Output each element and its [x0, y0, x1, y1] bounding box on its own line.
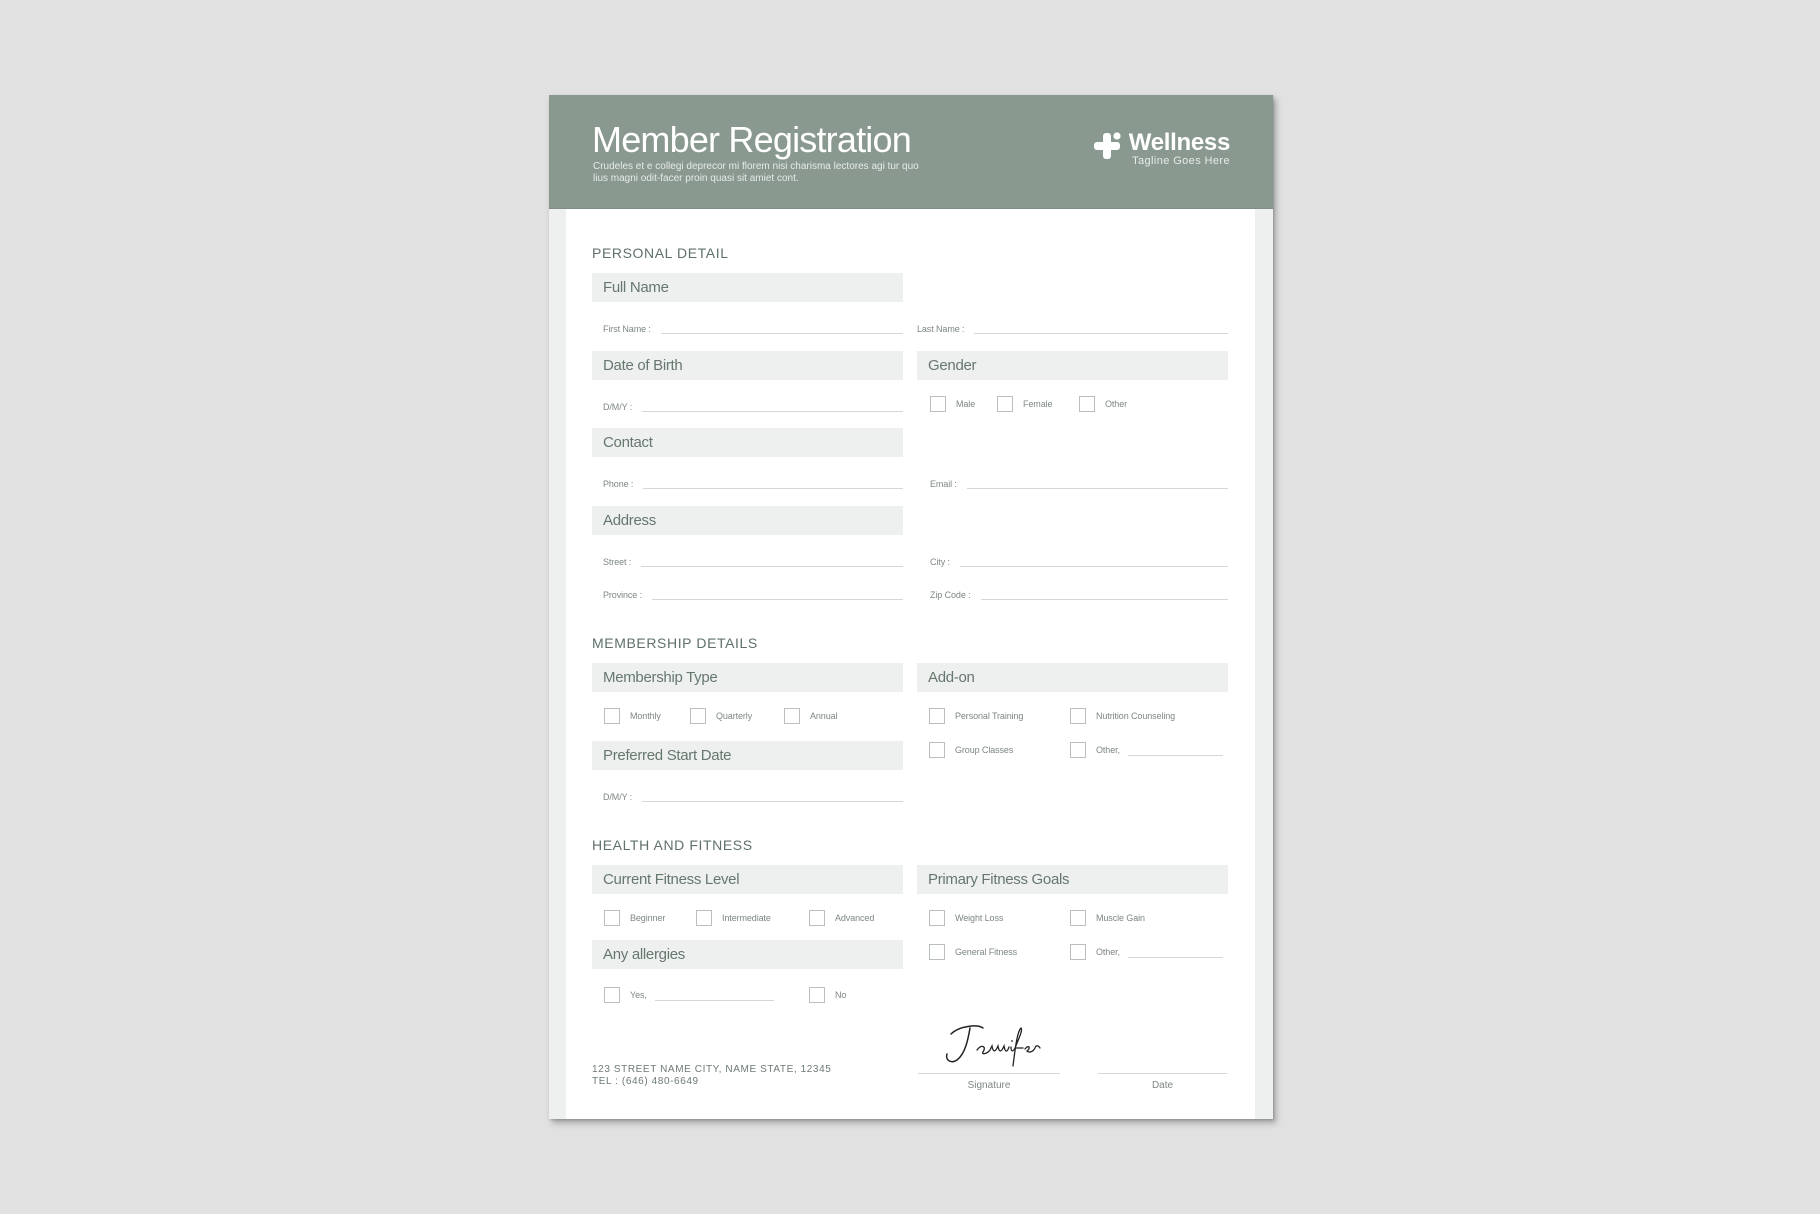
addon-group-classes-checkbox[interactable]	[929, 742, 1013, 758]
level-beginner-label: Beginner	[630, 913, 666, 923]
allergies-yes-label: Yes,	[630, 990, 647, 1000]
membership-annual-checkbox[interactable]	[784, 708, 837, 724]
addon-other-input-line[interactable]	[1128, 755, 1223, 756]
fitness-level-header: Current Fitness Level	[592, 865, 903, 894]
signature-handwriting	[937, 1020, 1047, 1070]
section-title-health: HEALTH AND FITNESS	[592, 837, 753, 853]
date-of-birth-header: Date of Birth	[592, 351, 903, 380]
contact-header: Contact	[592, 428, 903, 457]
level-intermediate-checkbox[interactable]	[696, 910, 771, 926]
zip-code-field[interactable]	[930, 587, 1228, 601]
footer-telephone: TEL : (646) 480-6649	[592, 1076, 699, 1087]
gender-male-label: Male	[956, 399, 976, 409]
page-margin-right	[1255, 209, 1273, 1119]
checkbox-box[interactable]	[997, 396, 1013, 412]
address-header: Address	[592, 506, 903, 535]
last-name-field[interactable]	[917, 321, 1228, 335]
street-input-line[interactable]	[641, 566, 903, 567]
goal-other-checkbox[interactable]	[1070, 944, 1223, 960]
phone-field[interactable]	[603, 476, 903, 490]
checkbox-box[interactable]	[604, 910, 620, 926]
membership-type-header: Membership Type	[592, 663, 903, 692]
add-on-header: Add-on	[917, 663, 1228, 692]
form-subtitle: Crudeles et e collegi deprecor mi florem nisi charisma lectores agi tur quo lius magni odit-facer proin quasi sit amiet cont.	[593, 161, 919, 184]
checkbox-box[interactable]	[929, 742, 945, 758]
checkbox-box[interactable]	[604, 987, 620, 1003]
page-margin-left	[549, 209, 566, 1119]
gender-female-checkbox[interactable]	[997, 396, 1052, 412]
footer-street-address: 123 STREET NAME CITY, NAME STATE, 12345	[592, 1064, 832, 1075]
level-intermediate-label: Intermediate	[722, 913, 771, 923]
start-date-dmy-label: D/M/Y :	[603, 792, 633, 802]
addon-group-classes-label: Group Classes	[955, 745, 1014, 755]
date-line[interactable]	[1098, 1073, 1227, 1074]
membership-monthly-checkbox[interactable]	[604, 708, 661, 724]
goal-general-fitness-label: General Fitness	[955, 947, 1018, 957]
province-input-line[interactable]	[652, 599, 903, 600]
membership-monthly-label: Monthly	[630, 711, 661, 721]
date-label: Date	[1151, 1080, 1174, 1091]
signature-line[interactable]	[918, 1073, 1060, 1074]
first-name-label: First Name :	[603, 324, 651, 334]
start-date-field[interactable]	[603, 789, 903, 803]
zip-code-input-line[interactable]	[981, 599, 1228, 600]
fitness-goals-header: Primary Fitness Goals	[917, 865, 1228, 894]
checkbox-box[interactable]	[1079, 396, 1095, 412]
goal-muscle-gain-label: Muscle Gain	[1096, 913, 1145, 923]
form-header	[549, 95, 1273, 209]
checkbox-box[interactable]	[784, 708, 800, 724]
checkbox-box[interactable]	[1070, 708, 1086, 724]
province-field[interactable]	[603, 587, 903, 601]
street-label: Street :	[603, 557, 632, 567]
allergies-header: Any allergies	[592, 940, 903, 969]
level-advanced-label: Advanced	[835, 913, 875, 923]
addon-personal-training-label: Personal Training	[955, 711, 1024, 721]
checkbox-box[interactable]	[696, 910, 712, 926]
goal-general-fitness-checkbox[interactable]	[929, 944, 1017, 960]
gender-male-checkbox[interactable]	[930, 396, 975, 412]
signature-label: Signature	[967, 1080, 1011, 1091]
phone-input-line[interactable]	[643, 488, 903, 489]
email-field[interactable]	[930, 476, 1228, 490]
checkbox-box[interactable]	[1070, 910, 1086, 926]
start-date-input-line[interactable]	[642, 801, 903, 802]
membership-annual-label: Annual	[810, 711, 838, 721]
first-name-field[interactable]	[603, 321, 903, 335]
full-name-header: Full Name	[592, 273, 903, 302]
footer-address	[592, 1064, 831, 1088]
addon-other-label: Other,	[1096, 745, 1120, 755]
addon-personal-training-checkbox[interactable]	[929, 708, 1023, 724]
checkbox-box[interactable]	[1070, 944, 1086, 960]
email-label: Email :	[930, 479, 957, 489]
checkbox-box[interactable]	[690, 708, 706, 724]
membership-quarterly-checkbox[interactable]	[690, 708, 752, 724]
checkbox-box[interactable]	[809, 910, 825, 926]
last-name-label: Last Name :	[917, 324, 965, 334]
addon-other-checkbox[interactable]	[1070, 742, 1223, 758]
dob-dmy-label: D/M/Y :	[603, 402, 633, 412]
checkbox-box[interactable]	[929, 708, 945, 724]
brand-name: Wellness	[1128, 129, 1230, 156]
section-title-membership: MEMBERSHIP DETAILS	[592, 635, 758, 651]
level-beginner-checkbox[interactable]	[604, 910, 665, 926]
form-title: Member Registration	[592, 119, 911, 160]
goal-other-input-line[interactable]	[1128, 957, 1223, 958]
preferred-start-date-header: Preferred Start Date	[592, 741, 903, 770]
checkbox-box[interactable]	[604, 708, 620, 724]
section-title-personal: PERSONAL DETAIL	[592, 245, 729, 261]
allergies-yes-checkbox[interactable]	[604, 987, 774, 1003]
gender-header: Gender	[917, 351, 1228, 380]
goal-other-label: Other,	[1096, 947, 1120, 957]
allergies-no-checkbox[interactable]	[809, 987, 846, 1003]
province-label: Province :	[603, 590, 643, 600]
checkbox-box[interactable]	[930, 396, 946, 412]
addon-nutrition-counseling-checkbox[interactable]	[1070, 708, 1175, 724]
gender-female-label: Female	[1023, 399, 1053, 409]
city-field[interactable]	[930, 554, 1228, 568]
allergies-no-label: No	[835, 990, 847, 1000]
allergies-yes-input-line[interactable]	[655, 1000, 774, 1001]
email-input-line[interactable]	[967, 488, 1228, 489]
checkbox-box[interactable]	[809, 987, 825, 1003]
goal-muscle-gain-checkbox[interactable]	[1070, 910, 1145, 926]
brand-tagline: Tagline Goes Here	[1132, 155, 1230, 167]
gender-other-label: Other	[1105, 399, 1128, 409]
first-name-input-line[interactable]	[661, 333, 903, 334]
city-input-line[interactable]	[960, 566, 1228, 567]
gender-other-checkbox[interactable]	[1079, 396, 1127, 412]
zip-code-label: Zip Code :	[930, 590, 971, 600]
addon-nutrition-counseling-label: Nutrition Counseling	[1096, 711, 1176, 721]
level-advanced-checkbox[interactable]	[809, 910, 874, 926]
phone-label: Phone :	[603, 479, 634, 489]
dob-field[interactable]	[603, 399, 903, 413]
city-label: City :	[930, 557, 950, 567]
brand-logo	[1093, 131, 1230, 168]
dob-input-line[interactable]	[642, 411, 903, 412]
last-name-input-line[interactable]	[974, 333, 1228, 334]
membership-quarterly-label: Quarterly	[716, 711, 753, 721]
goal-weight-loss-checkbox[interactable]	[929, 910, 1003, 926]
registration-form-page	[549, 95, 1273, 1119]
street-field[interactable]	[603, 554, 903, 568]
medical-cross-person-icon	[1093, 130, 1125, 162]
checkbox-box[interactable]	[929, 944, 945, 960]
checkbox-box[interactable]	[1070, 742, 1086, 758]
checkbox-box[interactable]	[929, 910, 945, 926]
goal-weight-loss-label: Weight Loss	[955, 913, 1004, 923]
